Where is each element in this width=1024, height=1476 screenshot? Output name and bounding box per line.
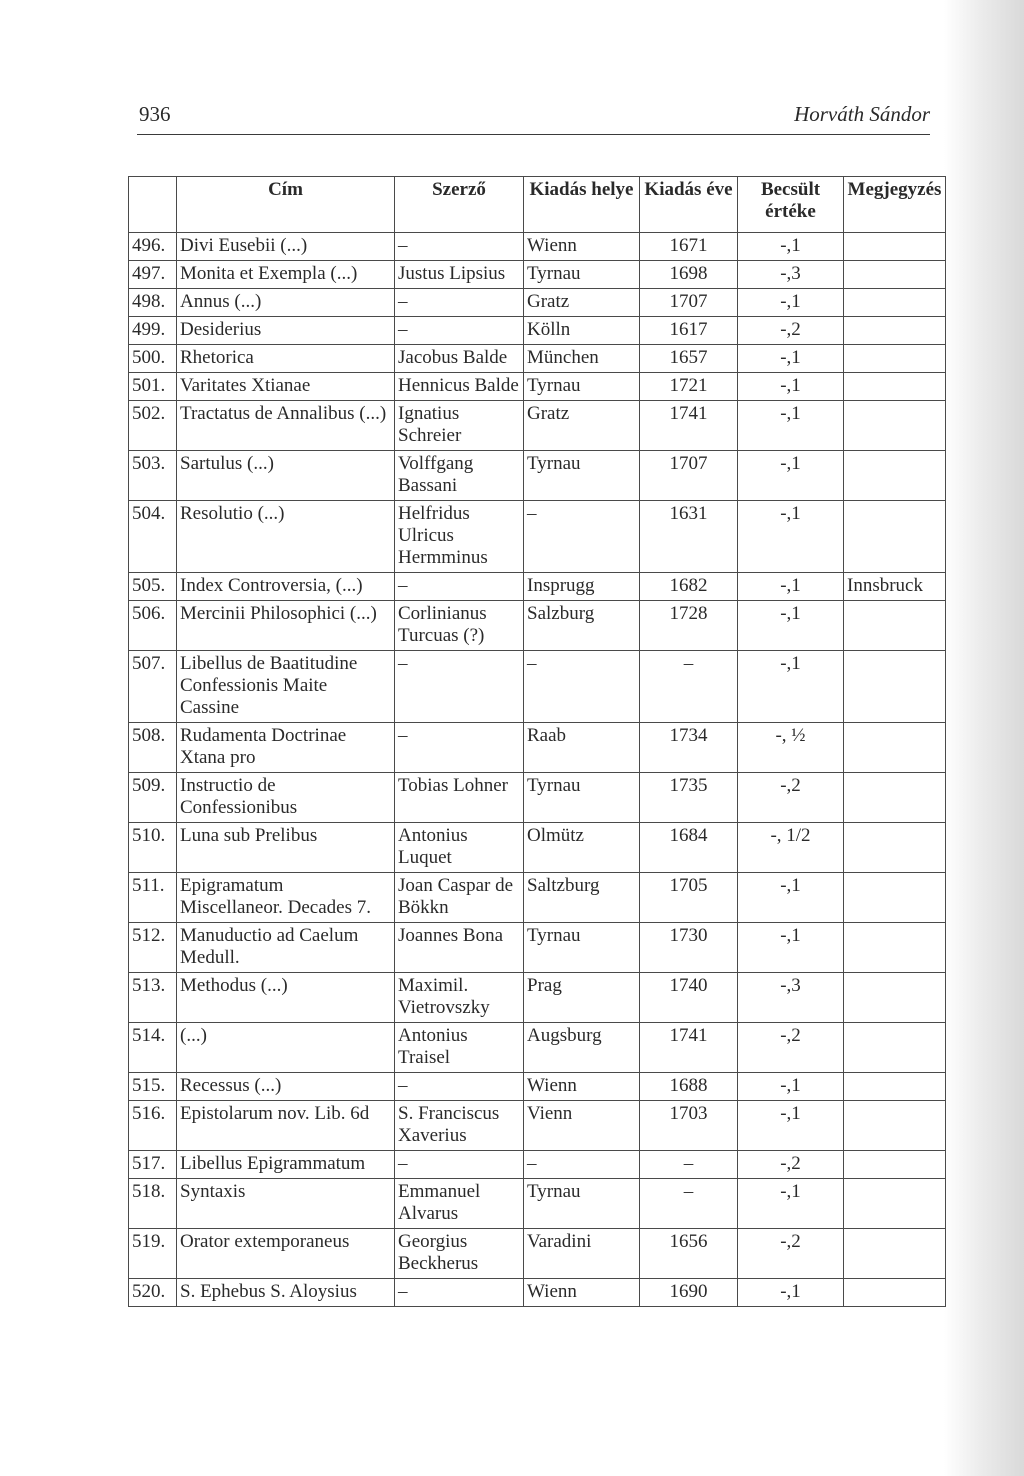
table-row (129, 1229, 946, 1279)
author-cell: Corlinianus Turcuas (?) (395, 601, 524, 651)
table-row (129, 261, 946, 289)
year-cell: – (640, 651, 738, 723)
year-cell: 1657 (640, 345, 738, 373)
row-number: 502. (129, 401, 177, 451)
table-row (129, 923, 946, 973)
row-number: 518. (129, 1179, 177, 1229)
value-cell: -,1 (738, 1073, 844, 1101)
row-number: 498. (129, 289, 177, 317)
note-cell (844, 1151, 946, 1179)
place-cell: München (524, 345, 640, 373)
note-cell (844, 373, 946, 401)
author-cell: Helfridus Ulricus Hermminus (395, 501, 524, 573)
title-cell: Varitates Xtianae (177, 373, 395, 401)
row-number: 519. (129, 1229, 177, 1279)
row-number: 504. (129, 501, 177, 573)
note-cell (844, 401, 946, 451)
note-cell (844, 1229, 946, 1279)
header-cell: Megjegyzés (844, 177, 946, 233)
title-cell: Epigramatum Miscellaneor. Decades 7. (177, 873, 395, 923)
title-cell: Rudamenta Doctrinae Xtana pro (177, 723, 395, 773)
table-row (129, 873, 946, 923)
value-cell: -,1 (738, 289, 844, 317)
place-cell: Tyrnau (524, 773, 640, 823)
place-cell: Salzburg (524, 601, 640, 651)
value-cell: -,1 (738, 501, 844, 573)
year-cell: 1703 (640, 1101, 738, 1151)
book-inventory-table (128, 176, 946, 1307)
title-cell: Rhetorica (177, 345, 395, 373)
author-cell: Emmanuel Alvarus (395, 1179, 524, 1229)
place-cell: Tyrnau (524, 261, 640, 289)
row-number: 516. (129, 1101, 177, 1151)
page-edge-shadow (944, 0, 1024, 1476)
author-cell: – (395, 233, 524, 261)
table-row (129, 773, 946, 823)
note-cell (844, 451, 946, 501)
value-cell: -,2 (738, 1151, 844, 1179)
note-cell (844, 261, 946, 289)
note-cell: Innsbruck (844, 573, 946, 601)
row-number: 520. (129, 1279, 177, 1307)
value-cell: -,1 (738, 401, 844, 451)
year-cell: 1741 (640, 1023, 738, 1073)
place-cell: Olmütz (524, 823, 640, 873)
year-cell: 1740 (640, 973, 738, 1023)
author-cell: – (395, 651, 524, 723)
title-cell: Epistolarum nov. Lib. 6d (177, 1101, 395, 1151)
table-row (129, 1023, 946, 1073)
title-cell: (...) (177, 1023, 395, 1073)
note-cell (844, 1073, 946, 1101)
author-cell: Georgius Beckherus (395, 1229, 524, 1279)
year-cell: 1728 (640, 601, 738, 651)
author-cell: Joannes Bona (395, 923, 524, 973)
year-cell: 1730 (640, 923, 738, 973)
title-cell: Mercinii Philosophici (...) (177, 601, 395, 651)
year-cell: 1721 (640, 373, 738, 401)
note-cell (844, 973, 946, 1023)
row-number: 506. (129, 601, 177, 651)
year-cell: 1735 (640, 773, 738, 823)
value-cell: -,1 (738, 601, 844, 651)
title-cell: Luna sub Prelibus (177, 823, 395, 873)
year-cell: 1690 (640, 1279, 738, 1307)
table-row (129, 573, 946, 601)
table-row (129, 451, 946, 501)
page-header (137, 102, 930, 135)
author-cell: – (395, 289, 524, 317)
row-number: 505. (129, 573, 177, 601)
table-row (129, 601, 946, 651)
value-cell: -,1 (738, 573, 844, 601)
place-cell: Prag (524, 973, 640, 1023)
title-cell: S. Ephebus S. Aloysius (177, 1279, 395, 1307)
year-cell: 1707 (640, 289, 738, 317)
author-cell: Joan Caspar de Bökkn (395, 873, 524, 923)
title-cell: Annus (...) (177, 289, 395, 317)
header-cell: Becsült értéke (738, 177, 844, 233)
header-cell: Cím (177, 177, 395, 233)
value-cell: -,2 (738, 1229, 844, 1279)
author-cell: Justus Lipsius (395, 261, 524, 289)
title-cell: Sartulus (...) (177, 451, 395, 501)
row-number: 515. (129, 1073, 177, 1101)
note-cell (844, 289, 946, 317)
title-cell: Index Controversia, (...) (177, 573, 395, 601)
year-cell: 1741 (640, 401, 738, 451)
table-row (129, 501, 946, 573)
value-cell: -,3 (738, 973, 844, 1023)
table-header-row (129, 177, 946, 233)
year-cell: 1631 (640, 501, 738, 573)
table-row (129, 1151, 946, 1179)
author-cell: – (395, 723, 524, 773)
note-cell (844, 823, 946, 873)
year-cell: 1682 (640, 573, 738, 601)
place-cell: Tyrnau (524, 1179, 640, 1229)
row-number: 503. (129, 451, 177, 501)
row-number: 500. (129, 345, 177, 373)
note-cell (844, 1279, 946, 1307)
author-cell: – (395, 1279, 524, 1307)
note-cell (844, 1101, 946, 1151)
year-cell: 1698 (640, 261, 738, 289)
value-cell: -,1 (738, 451, 844, 501)
author-cell: – (395, 1151, 524, 1179)
author-cell: Ignatius Schreier (395, 401, 524, 451)
note-cell (844, 773, 946, 823)
place-cell: Gratz (524, 289, 640, 317)
row-number: 514. (129, 1023, 177, 1073)
author-cell: Jacobus Balde (395, 345, 524, 373)
value-cell: -, 1/2 (738, 823, 844, 873)
row-number: 513. (129, 973, 177, 1023)
table-row (129, 401, 946, 451)
row-number: 497. (129, 261, 177, 289)
row-number: 509. (129, 773, 177, 823)
place-cell: Vienn (524, 1101, 640, 1151)
place-cell: Insprugg (524, 573, 640, 601)
table-row (129, 1101, 946, 1151)
place-cell: Tyrnau (524, 923, 640, 973)
header-cell: Kiadás éve (640, 177, 738, 233)
table-row (129, 1279, 946, 1307)
author-cell: Antonius Traisel (395, 1023, 524, 1073)
value-cell: -,1 (738, 373, 844, 401)
page-number: 936 (139, 102, 171, 126)
note-cell (844, 723, 946, 773)
place-cell: Wienn (524, 1073, 640, 1101)
author-cell: – (395, 317, 524, 345)
place-cell: Tyrnau (524, 373, 640, 401)
title-cell: Recessus (...) (177, 1073, 395, 1101)
running-head: Horváth Sándor (794, 102, 930, 126)
year-cell: – (640, 1151, 738, 1179)
place-cell: Augsburg (524, 1023, 640, 1073)
author-cell: – (395, 573, 524, 601)
note-cell (844, 1023, 946, 1073)
place-cell: Gratz (524, 401, 640, 451)
table-row (129, 317, 946, 345)
row-number: 510. (129, 823, 177, 873)
title-cell: Tractatus de Annalibus (...) (177, 401, 395, 451)
row-number: 508. (129, 723, 177, 773)
value-cell: -, ½ (738, 723, 844, 773)
title-cell: Manuductio ad Caelum Medull. (177, 923, 395, 973)
place-cell: Raab (524, 723, 640, 773)
title-cell: Orator extemporaneus (177, 1229, 395, 1279)
title-cell: Libellus Epigrammatum (177, 1151, 395, 1179)
row-number: 501. (129, 373, 177, 401)
author-cell: Volffgang Bassani (395, 451, 524, 501)
year-cell: 1671 (640, 233, 738, 261)
value-cell: -,1 (738, 923, 844, 973)
year-cell: 1705 (640, 873, 738, 923)
table-row (129, 345, 946, 373)
note-cell (844, 345, 946, 373)
year-cell: 1734 (640, 723, 738, 773)
value-cell: -,2 (738, 1023, 844, 1073)
table-row (129, 651, 946, 723)
title-cell: Libellus de Baatitudine Confessionis Maite Cassine (177, 651, 395, 723)
year-cell: 1688 (640, 1073, 738, 1101)
place-cell: – (524, 1151, 640, 1179)
author-cell: Antonius Luquet (395, 823, 524, 873)
table-row (129, 233, 946, 261)
value-cell: -,2 (738, 773, 844, 823)
note-cell (844, 923, 946, 973)
value-cell: -,1 (738, 873, 844, 923)
row-number: 511. (129, 873, 177, 923)
header-cell: Kiadás helye (524, 177, 640, 233)
place-cell: Wienn (524, 1279, 640, 1307)
value-cell: -,1 (738, 1179, 844, 1229)
place-cell: Varadini (524, 1229, 640, 1279)
year-cell: 1707 (640, 451, 738, 501)
note-cell (844, 873, 946, 923)
note-cell (844, 1179, 946, 1229)
table-row (129, 723, 946, 773)
year-cell: – (640, 1179, 738, 1229)
table-row (129, 373, 946, 401)
place-cell: Wienn (524, 233, 640, 261)
table-row (129, 823, 946, 873)
place-cell: – (524, 651, 640, 723)
value-cell: -,1 (738, 233, 844, 261)
value-cell: -,2 (738, 317, 844, 345)
note-cell (844, 601, 946, 651)
title-cell: Divi Eusebii (...) (177, 233, 395, 261)
note-cell (844, 317, 946, 345)
place-cell: Tyrnau (524, 451, 640, 501)
author-cell: Maximil. Vietrovszky (395, 973, 524, 1023)
table-row (129, 973, 946, 1023)
header-cell: Szerző (395, 177, 524, 233)
year-cell: 1617 (640, 317, 738, 345)
value-cell: -,1 (738, 345, 844, 373)
title-cell: Monita et Exempla (...) (177, 261, 395, 289)
title-cell: Resolutio (...) (177, 501, 395, 573)
note-cell (844, 233, 946, 261)
row-number: 517. (129, 1151, 177, 1179)
author-cell: S. Franciscus Xaverius (395, 1101, 524, 1151)
year-cell: 1656 (640, 1229, 738, 1279)
value-cell: -,1 (738, 1101, 844, 1151)
author-cell: Tobias Lohner (395, 773, 524, 823)
title-cell: Syntaxis (177, 1179, 395, 1229)
row-number: 496. (129, 233, 177, 261)
author-cell: – (395, 1073, 524, 1101)
note-cell (844, 501, 946, 573)
table-row (129, 289, 946, 317)
value-cell: -,1 (738, 651, 844, 723)
value-cell: -,3 (738, 261, 844, 289)
author-cell: Hennicus Balde (395, 373, 524, 401)
place-cell: Saltzburg (524, 873, 640, 923)
table-row (129, 1073, 946, 1101)
place-cell: Kölln (524, 317, 640, 345)
header-cell (129, 177, 177, 233)
year-cell: 1684 (640, 823, 738, 873)
title-cell: Instructio de Confessionibus (177, 773, 395, 823)
row-number: 507. (129, 651, 177, 723)
title-cell: Desiderius (177, 317, 395, 345)
value-cell: -,1 (738, 1279, 844, 1307)
note-cell (844, 651, 946, 723)
row-number: 499. (129, 317, 177, 345)
table-row (129, 1179, 946, 1229)
place-cell: – (524, 501, 640, 573)
title-cell: Methodus (...) (177, 973, 395, 1023)
row-number: 512. (129, 923, 177, 973)
